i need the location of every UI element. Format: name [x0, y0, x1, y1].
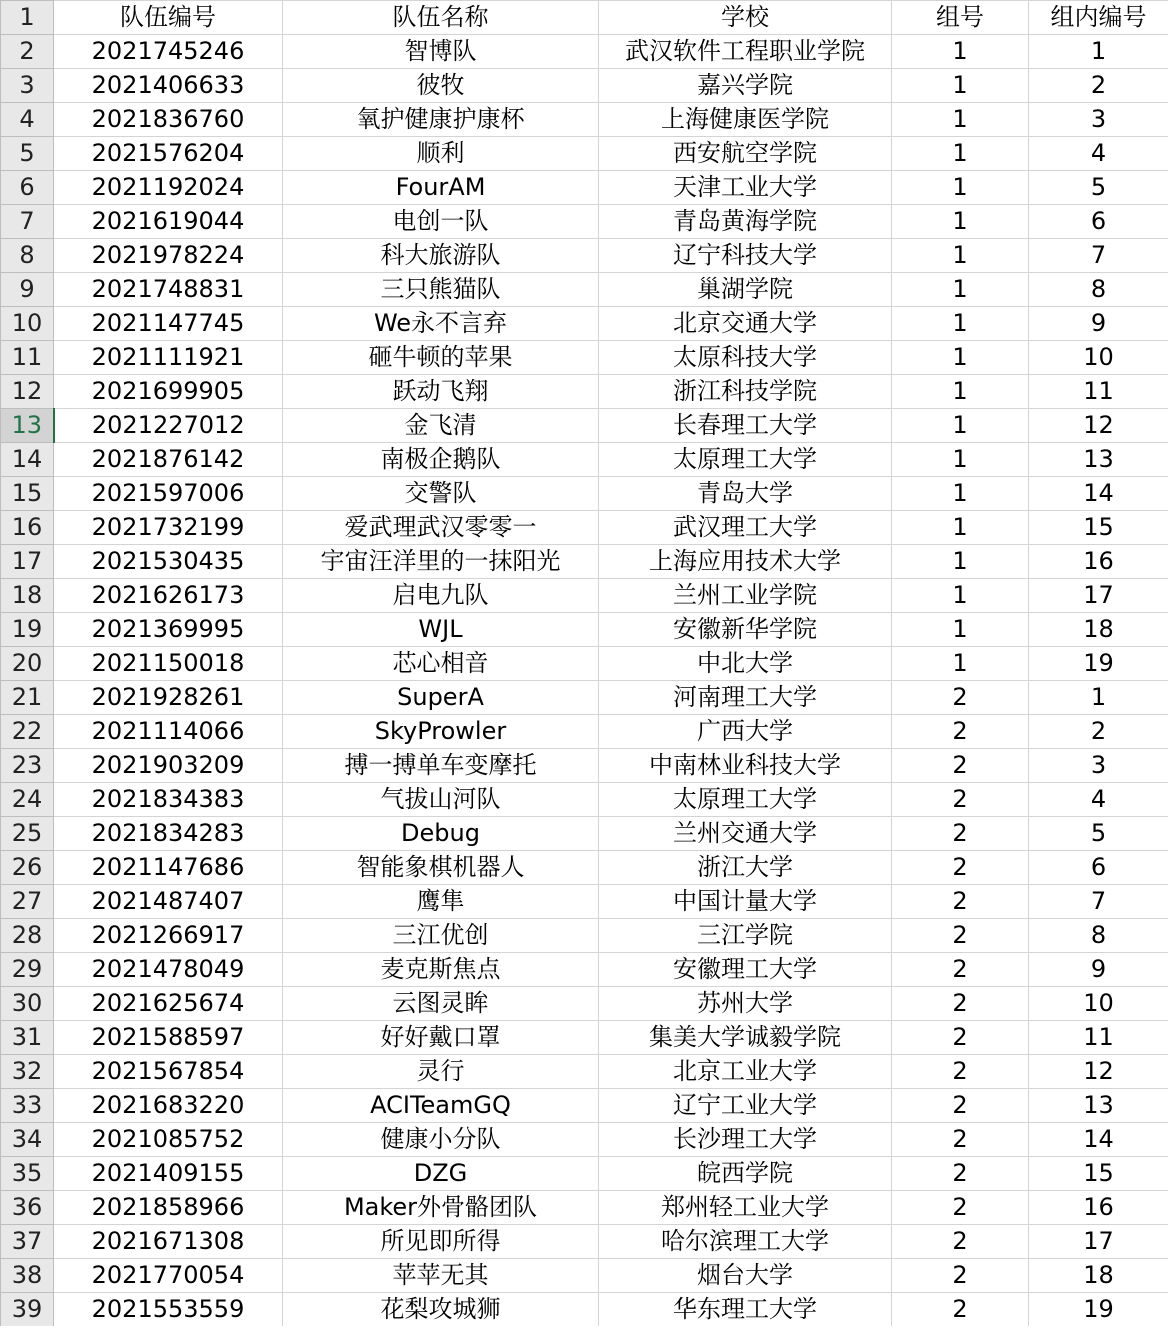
team-id-cell[interactable]: 2021478049 [54, 953, 283, 987]
spreadsheet-body [1, 1, 1168, 1327]
table-row [1, 375, 1168, 409]
table-row [1, 307, 1168, 341]
team-id-cell[interactable]: 2021576204 [54, 137, 283, 171]
row-header[interactable]: 6 [1, 171, 54, 205]
team-name-cell[interactable]: 智博队 [283, 35, 599, 69]
row-header[interactable]: 29 [1, 953, 54, 987]
row-header[interactable]: 21 [1, 681, 54, 715]
team-id-cell[interactable]: 2021876142 [54, 443, 283, 477]
school-cell[interactable]: 辽宁科技大学 [599, 239, 892, 273]
row-header[interactable]: 10 [1, 307, 54, 341]
row-header[interactable]: 39 [1, 1293, 54, 1327]
table-row [1, 817, 1168, 851]
in-group-number-cell[interactable]: 6 [1029, 205, 1168, 239]
table-row [1, 919, 1168, 953]
team-name-cell[interactable]: 好好戴口罩 [283, 1021, 599, 1055]
row-header[interactable]: 19 [1, 613, 54, 647]
table-row [1, 137, 1168, 171]
in-group-number-cell[interactable]: 4 [1029, 137, 1168, 171]
school-cell[interactable]: 青岛大学 [599, 477, 892, 511]
table-row [1, 443, 1168, 477]
table-row [1, 987, 1168, 1021]
group-number-cell[interactable]: 2 [892, 1259, 1029, 1293]
group-number-cell[interactable]: 1 [892, 239, 1029, 273]
team-name-cell[interactable]: 健康小分队 [283, 1123, 599, 1157]
table-row [1, 579, 1168, 613]
team-name-cell[interactable]: 科大旅游队 [283, 239, 599, 273]
school-cell[interactable]: 哈尔滨理工大学 [599, 1225, 892, 1259]
team-id-cell[interactable]: 2021369995 [54, 613, 283, 647]
group-number-cell[interactable]: 2 [892, 1191, 1029, 1225]
table-row [1, 647, 1168, 681]
team-id-cell[interactable]: 2021588597 [54, 1021, 283, 1055]
team-id-cell[interactable]: 2021406633 [54, 69, 283, 103]
table-row [1, 1191, 1168, 1225]
in-group-number-cell[interactable]: 10 [1029, 341, 1168, 375]
group-number-cell[interactable]: 2 [892, 749, 1029, 783]
table-row [1, 613, 1168, 647]
table-row [1, 35, 1168, 69]
row-header[interactable]: 2 [1, 35, 54, 69]
team-name-cell[interactable]: 顺利 [283, 137, 599, 171]
group-number-cell[interactable]: 1 [892, 613, 1029, 647]
team-name-cell[interactable]: 南极企鹅队 [283, 443, 599, 477]
team-id-cell[interactable]: 2021834283 [54, 817, 283, 851]
team-name-cell[interactable]: 花梨攻城狮 [283, 1293, 599, 1327]
table-row [1, 1293, 1168, 1327]
team-name-cell[interactable]: ACITeamGQ [283, 1089, 599, 1123]
table-row [1, 1123, 1168, 1157]
team-id-cell[interactable]: 2021409155 [54, 1157, 283, 1191]
group-number-cell[interactable]: 2 [892, 715, 1029, 749]
group-number-cell[interactable]: 2 [892, 1055, 1029, 1089]
team-name-cell[interactable]: 启电九队 [283, 579, 599, 613]
table-row [1, 885, 1168, 919]
row-header[interactable]: 13 [1, 409, 54, 443]
team-id-cell[interactable]: 2021266917 [54, 919, 283, 953]
table-row [1, 477, 1168, 511]
team-name-cell[interactable]: 麦克斯焦点 [283, 953, 599, 987]
school-cell[interactable]: 苏州大学 [599, 987, 892, 1021]
school-cell[interactable]: 皖西学院 [599, 1157, 892, 1191]
group-number-cell[interactable]: 2 [892, 817, 1029, 851]
in-group-number-cell[interactable]: 18 [1029, 613, 1168, 647]
group-number-cell[interactable]: 1 [892, 477, 1029, 511]
school-cell[interactable]: 浙江大学 [599, 851, 892, 885]
school-cell[interactable]: 郑州轻工业大学 [599, 1191, 892, 1225]
in-group-number-cell[interactable]: 5 [1029, 171, 1168, 205]
school-cell[interactable]: 巢湖学院 [599, 273, 892, 307]
school-cell[interactable]: 长沙理工大学 [599, 1123, 892, 1157]
group-number-cell[interactable]: 1 [892, 307, 1029, 341]
group-number-cell[interactable]: 2 [892, 681, 1029, 715]
in-group-number-cell[interactable]: 11 [1029, 375, 1168, 409]
in-group-number-cell[interactable]: 11 [1029, 1021, 1168, 1055]
in-group-number-cell[interactable]: 17 [1029, 1225, 1168, 1259]
in-group-number-cell[interactable]: 13 [1029, 1089, 1168, 1123]
group-number-cell[interactable]: 1 [892, 443, 1029, 477]
in-group-number-cell[interactable]: 16 [1029, 545, 1168, 579]
team-id-cell[interactable]: 2021150018 [54, 647, 283, 681]
table-row [1, 69, 1168, 103]
team-id-cell[interactable]: 2021858966 [54, 1191, 283, 1225]
team-name-cell[interactable]: 爱武理武汉零零一 [283, 511, 599, 545]
in-group-number-cell[interactable]: 15 [1029, 1157, 1168, 1191]
group-number-cell[interactable]: 2 [892, 987, 1029, 1021]
school-cell[interactable]: 集美大学诚毅学院 [599, 1021, 892, 1055]
team-id-cell[interactable]: 2021553559 [54, 1293, 283, 1327]
team-name-cell[interactable]: 灵行 [283, 1055, 599, 1089]
table-row [1, 1089, 1168, 1123]
team-name-cell[interactable]: Debug [283, 817, 599, 851]
team-id-cell[interactable]: 2021770054 [54, 1259, 283, 1293]
team-id-cell[interactable]: 2021227012 [54, 409, 283, 443]
group-number-cell[interactable]: 1 [892, 341, 1029, 375]
group-number-cell[interactable]: 1 [892, 35, 1029, 69]
table-row [1, 715, 1168, 749]
team-name-cell[interactable]: 三江优创 [283, 919, 599, 953]
row-header[interactable]: 27 [1, 885, 54, 919]
team-id-cell[interactable]: 2021530435 [54, 545, 283, 579]
team-name-cell[interactable]: FourAM [283, 171, 599, 205]
group-number-cell[interactable]: 1 [892, 69, 1029, 103]
table-row [1, 1021, 1168, 1055]
team-id-cell[interactable]: 2021834383 [54, 783, 283, 817]
group-number-cell[interactable]: 2 [892, 1021, 1029, 1055]
team-id-cell[interactable]: 2021487407 [54, 885, 283, 919]
school-cell[interactable]: 浙江科技学院 [599, 375, 892, 409]
school-cell[interactable]: 青岛黄海学院 [599, 205, 892, 239]
school-cell[interactable]: 天津工业大学 [599, 171, 892, 205]
school-cell[interactable]: 西安航空学院 [599, 137, 892, 171]
school-cell[interactable]: 中国计量大学 [599, 885, 892, 919]
column-header-cell[interactable]: 学校 [599, 1, 892, 35]
team-id-cell[interactable]: 2021671308 [54, 1225, 283, 1259]
group-number-cell[interactable]: 1 [892, 273, 1029, 307]
group-number-cell[interactable]: 1 [892, 647, 1029, 681]
group-number-cell[interactable]: 2 [892, 783, 1029, 817]
row-header[interactable]: 34 [1, 1123, 54, 1157]
header-row [1, 1, 1168, 35]
team-name-cell[interactable]: 智能象棋机器人 [283, 851, 599, 885]
group-number-cell[interactable]: 1 [892, 205, 1029, 239]
group-number-cell[interactable]: 2 [892, 919, 1029, 953]
table-row [1, 511, 1168, 545]
table-row [1, 1055, 1168, 1089]
school-cell[interactable]: 广西大学 [599, 715, 892, 749]
row-header[interactable]: 9 [1, 273, 54, 307]
school-cell[interactable]: 武汉理工大学 [599, 511, 892, 545]
in-group-number-cell[interactable]: 1 [1029, 681, 1168, 715]
in-group-number-cell[interactable]: 2 [1029, 69, 1168, 103]
table-row [1, 953, 1168, 987]
school-cell[interactable]: 三江学院 [599, 919, 892, 953]
team-name-cell[interactable]: 鹰隼 [283, 885, 599, 919]
team-name-cell[interactable]: 电创一队 [283, 205, 599, 239]
row-header[interactable]: 32 [1, 1055, 54, 1089]
row-header[interactable]: 1 [1, 1, 54, 35]
school-cell[interactable]: 安徽新华学院 [599, 613, 892, 647]
team-id-cell[interactable]: 2021732199 [54, 511, 283, 545]
team-id-cell[interactable]: 2021192024 [54, 171, 283, 205]
team-name-cell[interactable]: We永不言弃 [283, 307, 599, 341]
team-id-cell[interactable]: 2021114066 [54, 715, 283, 749]
school-cell[interactable]: 太原理工大学 [599, 443, 892, 477]
team-name-cell[interactable]: 三只熊猫队 [283, 273, 599, 307]
in-group-number-cell[interactable]: 17 [1029, 579, 1168, 613]
team-id-cell[interactable]: 2021683220 [54, 1089, 283, 1123]
group-number-cell[interactable]: 1 [892, 375, 1029, 409]
team-id-cell[interactable]: 2021748831 [54, 273, 283, 307]
team-name-cell[interactable]: 氧护健康护康杯 [283, 103, 599, 137]
row-header[interactable]: 8 [1, 239, 54, 273]
in-group-number-cell[interactable]: 16 [1029, 1191, 1168, 1225]
in-group-number-cell[interactable]: 10 [1029, 987, 1168, 1021]
in-group-number-cell[interactable]: 1 [1029, 35, 1168, 69]
in-group-number-cell[interactable]: 4 [1029, 783, 1168, 817]
row-header[interactable]: 35 [1, 1157, 54, 1191]
school-cell[interactable]: 上海健康医学院 [599, 103, 892, 137]
column-header-cell[interactable]: 队伍编号 [54, 1, 283, 35]
table-row [1, 1157, 1168, 1191]
row-header[interactable]: 14 [1, 443, 54, 477]
row-header[interactable]: 38 [1, 1259, 54, 1293]
school-cell[interactable]: 河南理工大学 [599, 681, 892, 715]
team-id-cell[interactable]: 2021111921 [54, 341, 283, 375]
in-group-number-cell[interactable]: 3 [1029, 103, 1168, 137]
column-header-cell[interactable]: 队伍名称 [283, 1, 599, 35]
table-row [1, 273, 1168, 307]
row-header[interactable]: 4 [1, 103, 54, 137]
row-header[interactable]: 20 [1, 647, 54, 681]
school-cell[interactable]: 太原科技大学 [599, 341, 892, 375]
table-row [1, 409, 1168, 443]
team-name-cell[interactable]: SkyProwler [283, 715, 599, 749]
row-header[interactable]: 12 [1, 375, 54, 409]
team-id-cell[interactable]: 2021147745 [54, 307, 283, 341]
row-header[interactable]: 33 [1, 1089, 54, 1123]
school-cell[interactable]: 兰州工业学院 [599, 579, 892, 613]
in-group-number-cell[interactable]: 2 [1029, 715, 1168, 749]
in-group-number-cell[interactable]: 7 [1029, 885, 1168, 919]
school-cell[interactable]: 太原理工大学 [599, 783, 892, 817]
team-id-cell[interactable]: 2021597006 [54, 477, 283, 511]
group-number-cell[interactable]: 1 [892, 103, 1029, 137]
row-header[interactable]: 11 [1, 341, 54, 375]
in-group-number-cell[interactable]: 12 [1029, 1055, 1168, 1089]
team-name-cell[interactable]: 跃动飞翔 [283, 375, 599, 409]
team-name-cell[interactable]: 云图灵眸 [283, 987, 599, 1021]
group-number-cell[interactable]: 2 [892, 1225, 1029, 1259]
in-group-number-cell[interactable]: 14 [1029, 1123, 1168, 1157]
row-header[interactable]: 3 [1, 69, 54, 103]
table-row [1, 749, 1168, 783]
row-header[interactable]: 22 [1, 715, 54, 749]
team-name-cell[interactable]: 气拔山河队 [283, 783, 599, 817]
school-cell[interactable]: 安徽理工大学 [599, 953, 892, 987]
school-cell[interactable]: 北京工业大学 [599, 1055, 892, 1089]
group-number-cell[interactable]: 1 [892, 171, 1029, 205]
team-id-cell[interactable]: 2021619044 [54, 205, 283, 239]
in-group-number-cell[interactable]: 7 [1029, 239, 1168, 273]
row-header[interactable]: 5 [1, 137, 54, 171]
team-name-cell[interactable]: 交警队 [283, 477, 599, 511]
row-header[interactable]: 18 [1, 579, 54, 613]
in-group-number-cell[interactable]: 19 [1029, 647, 1168, 681]
table-row [1, 1225, 1168, 1259]
team-name-cell[interactable]: 砸牛顿的苹果 [283, 341, 599, 375]
team-id-cell[interactable]: 2021903209 [54, 749, 283, 783]
school-cell[interactable]: 烟台大学 [599, 1259, 892, 1293]
group-number-cell[interactable]: 1 [892, 579, 1029, 613]
team-name-cell[interactable]: 金飞清 [283, 409, 599, 443]
group-number-cell[interactable]: 1 [892, 545, 1029, 579]
table-row [1, 103, 1168, 137]
team-name-cell[interactable]: Maker外骨骼团队 [283, 1191, 599, 1225]
table-row [1, 681, 1168, 715]
team-id-cell[interactable]: 2021745246 [54, 35, 283, 69]
row-header[interactable]: 15 [1, 477, 54, 511]
row-header[interactable]: 16 [1, 511, 54, 545]
row-header[interactable]: 31 [1, 1021, 54, 1055]
table-row [1, 545, 1168, 579]
row-header[interactable]: 24 [1, 783, 54, 817]
school-cell[interactable]: 华东理工大学 [599, 1293, 892, 1327]
row-header[interactable]: 28 [1, 919, 54, 953]
team-name-cell[interactable]: SuperA [283, 681, 599, 715]
table-row [1, 783, 1168, 817]
school-cell[interactable]: 中北大学 [599, 647, 892, 681]
table-row [1, 851, 1168, 885]
in-group-number-cell[interactable]: 12 [1029, 409, 1168, 443]
team-name-cell[interactable]: DZG [283, 1157, 599, 1191]
in-group-number-cell[interactable]: 8 [1029, 273, 1168, 307]
group-number-cell[interactable]: 2 [892, 1157, 1029, 1191]
in-group-number-cell[interactable]: 9 [1029, 953, 1168, 987]
row-header[interactable]: 37 [1, 1225, 54, 1259]
in-group-number-cell[interactable]: 3 [1029, 749, 1168, 783]
team-id-cell[interactable]: 2021626173 [54, 579, 283, 613]
in-group-number-cell[interactable]: 19 [1029, 1293, 1168, 1327]
row-header[interactable]: 36 [1, 1191, 54, 1225]
group-number-cell[interactable]: 1 [892, 409, 1029, 443]
team-id-cell[interactable]: 2021928261 [54, 681, 283, 715]
in-group-number-cell[interactable]: 18 [1029, 1259, 1168, 1293]
row-header[interactable]: 17 [1, 545, 54, 579]
team-id-cell[interactable]: 2021625674 [54, 987, 283, 1021]
row-header[interactable]: 26 [1, 851, 54, 885]
team-id-cell[interactable]: 2021699905 [54, 375, 283, 409]
group-number-cell[interactable]: 1 [892, 511, 1029, 545]
team-name-cell[interactable]: 宇宙汪洋里的一抹阳光 [283, 545, 599, 579]
in-group-number-cell[interactable]: 15 [1029, 511, 1168, 545]
in-group-number-cell[interactable]: 13 [1029, 443, 1168, 477]
school-cell[interactable]: 武汉软件工程职业学院 [599, 35, 892, 69]
school-cell[interactable]: 长春理工大学 [599, 409, 892, 443]
in-group-number-cell[interactable]: 5 [1029, 817, 1168, 851]
school-cell[interactable]: 嘉兴学院 [599, 69, 892, 103]
team-id-cell[interactable]: 2021567854 [54, 1055, 283, 1089]
group-number-cell[interactable]: 2 [892, 851, 1029, 885]
table-row [1, 205, 1168, 239]
team-name-cell[interactable]: WJL [283, 613, 599, 647]
row-header[interactable]: 23 [1, 749, 54, 783]
team-name-cell[interactable]: 搏一搏单车变摩托 [283, 749, 599, 783]
table-row [1, 239, 1168, 273]
team-name-cell[interactable]: 彼牧 [283, 69, 599, 103]
in-group-number-cell[interactable]: 8 [1029, 919, 1168, 953]
table-row [1, 341, 1168, 375]
in-group-number-cell[interactable]: 14 [1029, 477, 1168, 511]
group-number-cell[interactable]: 2 [892, 1293, 1029, 1327]
column-header-cell[interactable]: 组号 [892, 1, 1029, 35]
group-number-cell[interactable]: 2 [892, 1089, 1029, 1123]
column-header-cell[interactable]: 组内编号 [1029, 1, 1168, 35]
table-row [1, 171, 1168, 205]
group-number-cell[interactable]: 2 [892, 953, 1029, 987]
team-id-cell[interactable]: 2021836760 [54, 103, 283, 137]
row-header[interactable]: 7 [1, 205, 54, 239]
school-cell[interactable]: 辽宁工业大学 [599, 1089, 892, 1123]
school-cell[interactable]: 兰州交通大学 [599, 817, 892, 851]
school-cell[interactable]: 北京交通大学 [599, 307, 892, 341]
group-number-cell[interactable]: 2 [892, 1123, 1029, 1157]
table-row [1, 1259, 1168, 1293]
team-name-cell[interactable]: 苹苹无其 [283, 1259, 599, 1293]
team-id-cell[interactable]: 2021978224 [54, 239, 283, 273]
row-header[interactable]: 25 [1, 817, 54, 851]
group-number-cell[interactable]: 1 [892, 137, 1029, 171]
school-cell[interactable]: 上海应用技术大学 [599, 545, 892, 579]
in-group-number-cell[interactable]: 6 [1029, 851, 1168, 885]
team-id-cell[interactable]: 2021085752 [54, 1123, 283, 1157]
team-name-cell[interactable]: 所见即所得 [283, 1225, 599, 1259]
school-cell[interactable]: 中南林业科技大学 [599, 749, 892, 783]
team-id-cell[interactable]: 2021147686 [54, 851, 283, 885]
team-name-cell[interactable]: 芯心相音 [283, 647, 599, 681]
group-number-cell[interactable]: 2 [892, 885, 1029, 919]
in-group-number-cell[interactable]: 9 [1029, 307, 1168, 341]
row-header[interactable]: 30 [1, 987, 54, 1021]
